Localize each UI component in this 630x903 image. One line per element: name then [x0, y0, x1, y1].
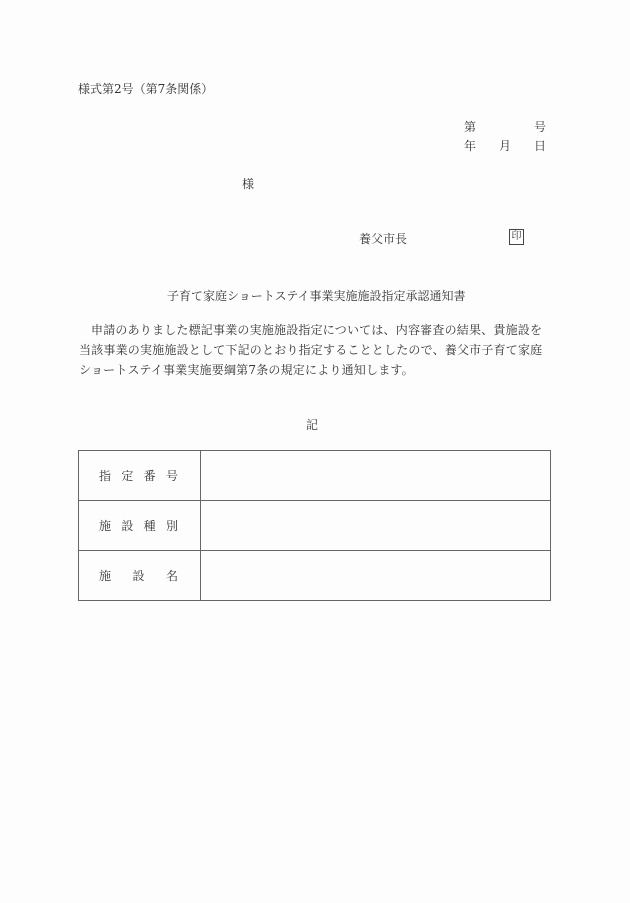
date-line	[464, 137, 546, 154]
label-char: 施	[99, 569, 112, 583]
date-month: 月	[498, 139, 511, 153]
document-title: 子育て家庭ショートステイ事業実施施設指定承認通知書	[167, 289, 466, 303]
label-char: 種	[143, 519, 156, 533]
designation-number-value	[201, 451, 551, 501]
date-year: 年	[464, 139, 477, 153]
date-day: 日	[533, 139, 546, 153]
facility-name-value	[201, 551, 551, 601]
row-label-designation-number	[79, 451, 201, 501]
row-label-facility-type	[79, 501, 201, 551]
label-char: 設	[132, 569, 145, 583]
table-row	[79, 451, 551, 501]
designation-info-table	[78, 450, 551, 601]
label-char: 別	[165, 519, 178, 533]
label-char: 番	[143, 469, 156, 483]
table-row	[79, 551, 551, 601]
issuer-name: 養父市長	[359, 232, 408, 246]
label-char: 名	[165, 569, 178, 583]
label-char: 指	[99, 469, 112, 483]
recipient-honorific: 様	[242, 177, 255, 191]
label-char: 設	[121, 519, 134, 533]
row-label-facility-name	[79, 551, 201, 601]
number-suffix: 号	[533, 120, 546, 134]
ki-heading: 記	[306, 418, 319, 432]
label-char: 定	[121, 469, 134, 483]
seal-mark: 印	[509, 229, 524, 245]
table-row	[79, 501, 551, 551]
facility-type-value	[201, 501, 551, 551]
number-prefix: 第	[464, 120, 477, 134]
label-char: 施	[99, 519, 112, 533]
document-number-line	[464, 118, 546, 135]
body-paragraph: 申請のありました標記事業の実施施設指定については、内容審査の結果、貴施設を当該事業の実施施設として下記のとおり指定することとしたので、養父市子育て家庭ショートステイ事業実施要綱第7条の規定により通知します。	[79, 323, 543, 377]
form-number-label: 様式第2号（第7条関係）	[78, 82, 214, 96]
label-char: 号	[165, 469, 178, 483]
